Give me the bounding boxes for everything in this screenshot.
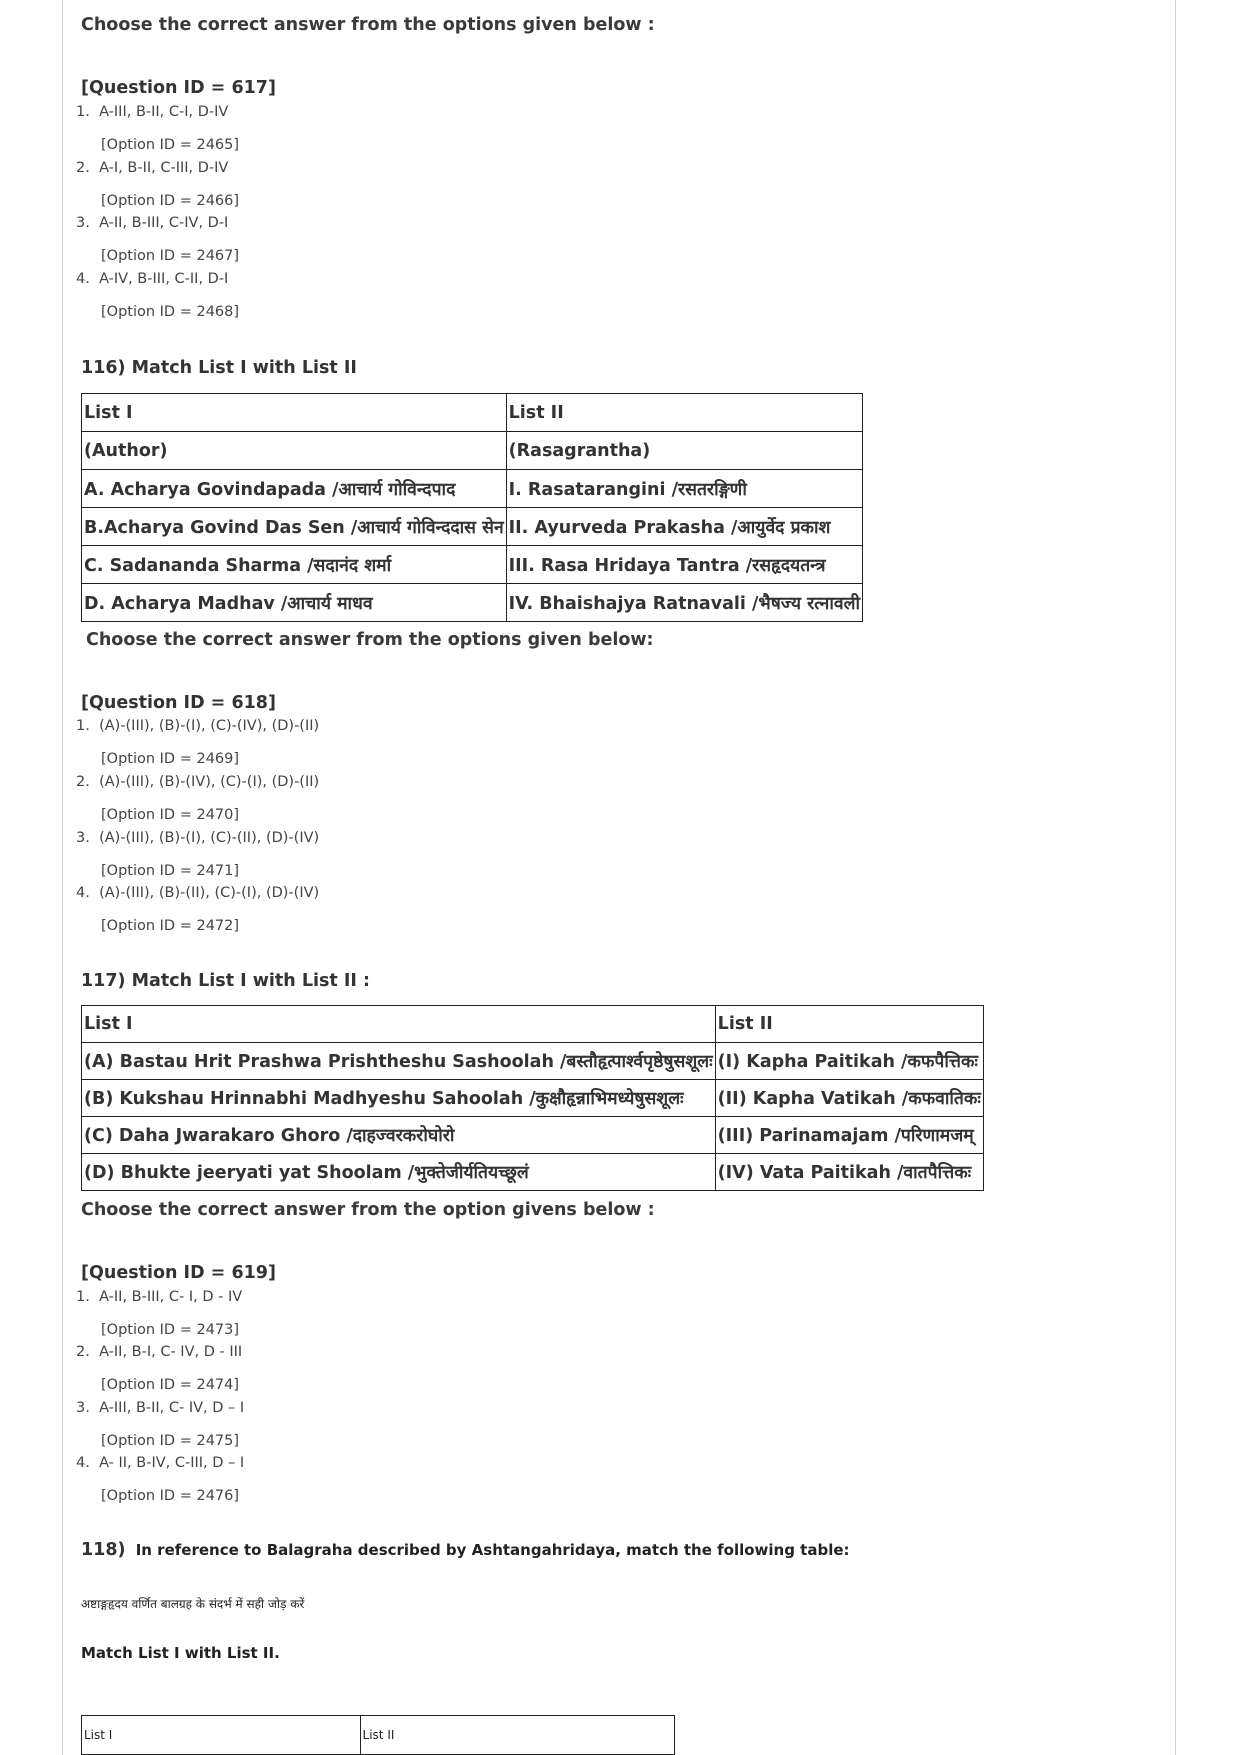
q117-option-4: 4. A- II, B-IV, C-III, D – I	[76, 1455, 245, 1471]
q115-option-3-id: [Option ID = 2467]	[101, 248, 240, 264]
table-cell: III. Rasa Hridaya Tantra /रसहृदयतन्त्र	[506, 546, 862, 584]
q117-option-3-id: [Option ID = 2475]	[101, 1433, 240, 1449]
q116-option-4-id: [Option ID = 2472]	[101, 918, 240, 934]
table-cell: List II	[360, 1716, 674, 1755]
q118-match-table	[81, 1715, 675, 1755]
q117-option-1-id: [Option ID = 2473]	[101, 1322, 240, 1338]
q115-option-1: 1. A-III, B-II, C-I, D-IV	[76, 104, 229, 120]
q115-question-id: [Question ID = 617]	[81, 78, 276, 98]
table-row	[82, 1716, 675, 1755]
table-cell: (III) Parinamajam /परिणामजम्	[715, 1117, 983, 1154]
q116-match-table	[81, 393, 863, 622]
q118-match-instruction: Match List I with List II.	[81, 1644, 280, 1662]
q118-number: 118)	[81, 1540, 126, 1560]
q116-option-4: 4. (A)-(III), (B)-(II), (C)-(I), (D)-(IV)	[76, 885, 320, 901]
q116-option-3: 3. (A)-(III), (B)-(I), (C)-(II), (D)-(IV)	[76, 830, 320, 846]
q116-option-2-id: [Option ID = 2470]	[101, 807, 240, 823]
table-cell: (A) Bastau Hrit Prashwa Prishtheshu Sashoolah /बस्तौहृत्पार्श्वपृष्ठेषुसशूलः	[82, 1043, 716, 1080]
table-cell: (C) Daha Jwarakaro Ghoro /दाहज्वरकरोघोरो	[82, 1117, 716, 1154]
table-cell: II. Ayurveda Prakasha /आयुर्वेद प्रकाश	[506, 508, 862, 546]
table-row	[82, 1117, 984, 1154]
table-cell: B.Acharya Govind Das Sen /आचार्य गोविन्ददास सेन	[82, 508, 507, 546]
table-cell: C. Sadananda Sharma /सदानंद शर्मा	[82, 546, 507, 584]
table-row	[82, 394, 863, 432]
q117-option-2: 2. A-II, B-I, C- IV, D - III	[76, 1344, 243, 1360]
q118-title	[81, 1540, 850, 1560]
table-row	[82, 508, 863, 546]
q115-option-1-id: [Option ID = 2465]	[101, 137, 240, 153]
table-cell: List II	[715, 1006, 983, 1043]
table-row	[82, 1006, 984, 1043]
q116-title: 116) Match List I with List II	[81, 358, 357, 378]
table-cell: (I) Kapha Paitikah /कफपैत्तिकः	[715, 1043, 983, 1080]
table-cell: (D) Bhukte jeeryati yat Shoolam /भुक्तेजीर्यतियच्छूलं	[82, 1154, 716, 1191]
table-row	[82, 584, 863, 622]
table-row	[82, 1043, 984, 1080]
table-cell: (Rasagrantha)	[506, 432, 862, 470]
q117-match-table	[81, 1005, 984, 1191]
table-cell: (Author)	[82, 432, 507, 470]
table-cell: List I	[82, 394, 507, 432]
table-cell: List II	[506, 394, 862, 432]
q116-instruction: Choose the correct answer from the options given below:	[86, 630, 654, 650]
table-cell: I. Rasatarangini /रसतरङ्गिणी	[506, 470, 862, 508]
table-row	[82, 1154, 984, 1191]
q117-option-3: 3. A-III, B-II, C- IV, D – I	[76, 1400, 245, 1416]
q117-instruction: Choose the correct answer from the option givens below :	[81, 1200, 655, 1220]
q117-option-1: 1. A-II, B-III, C- I, D - IV	[76, 1289, 243, 1305]
q115-option-2-id: [Option ID = 2466]	[101, 193, 240, 209]
q115-option-4: 4. A-IV, B-III, C-II, D-I	[76, 271, 229, 287]
table-cell: A. Acharya Govindapada /आचार्य गोविन्दपाद	[82, 470, 507, 508]
table-row	[82, 470, 863, 508]
q116-option-1: 1. (A)-(III), (B)-(I), (C)-(IV), (D)-(II)	[76, 718, 320, 734]
table-cell: (B) Kukshau Hrinnabhi Madhyeshu Sahoolah /कुक्षौहृन्नाभिमध्येषुसशूलः	[82, 1080, 716, 1117]
q116-option-1-id: [Option ID = 2469]	[101, 751, 240, 767]
q117-option-4-id: [Option ID = 2476]	[101, 1488, 240, 1504]
q118-title-text: In reference to Balagraha described by Ashtangahridaya, match the following table:	[135, 1541, 850, 1559]
table-cell: (II) Kapha Vatikah /कफवातिकः	[715, 1080, 983, 1117]
q116-option-3-id: [Option ID = 2471]	[101, 863, 240, 879]
q118-hindi-instruction: अष्टाङ्गहृदय वर्णित बालग्रह के संदर्भ में सही जोड़ करें	[81, 1597, 305, 1611]
q116-question-id: [Question ID = 618]	[81, 693, 276, 713]
table-cell: List I	[82, 1006, 716, 1043]
table-cell: (IV) Vata Paitikah /वातपैत्तिकः	[715, 1154, 983, 1191]
table-row	[82, 432, 863, 470]
table-row	[82, 1080, 984, 1117]
table-cell: List I	[82, 1716, 361, 1755]
q115-option-4-id: [Option ID = 2468]	[101, 304, 240, 320]
q117-option-2-id: [Option ID = 2474]	[101, 1377, 240, 1393]
q115-option-3: 3. A-II, B-III, C-IV, D-I	[76, 215, 229, 231]
q115-option-2: 2. A-I, B-II, C-III, D-IV	[76, 160, 229, 176]
q116-option-2: 2. (A)-(III), (B)-(IV), (C)-(I), (D)-(II)	[76, 774, 320, 790]
table-row	[82, 546, 863, 584]
q117-title: 117) Match List I with List II :	[81, 971, 370, 991]
table-cell: IV. Bhaishajya Ratnavali /भैषज्य रत्नावली	[506, 584, 862, 622]
q115-instruction: Choose the correct answer from the options given below :	[81, 15, 655, 35]
table-cell: D. Acharya Madhav /आचार्य माधव	[82, 584, 507, 622]
q117-question-id: [Question ID = 619]	[81, 1263, 276, 1283]
